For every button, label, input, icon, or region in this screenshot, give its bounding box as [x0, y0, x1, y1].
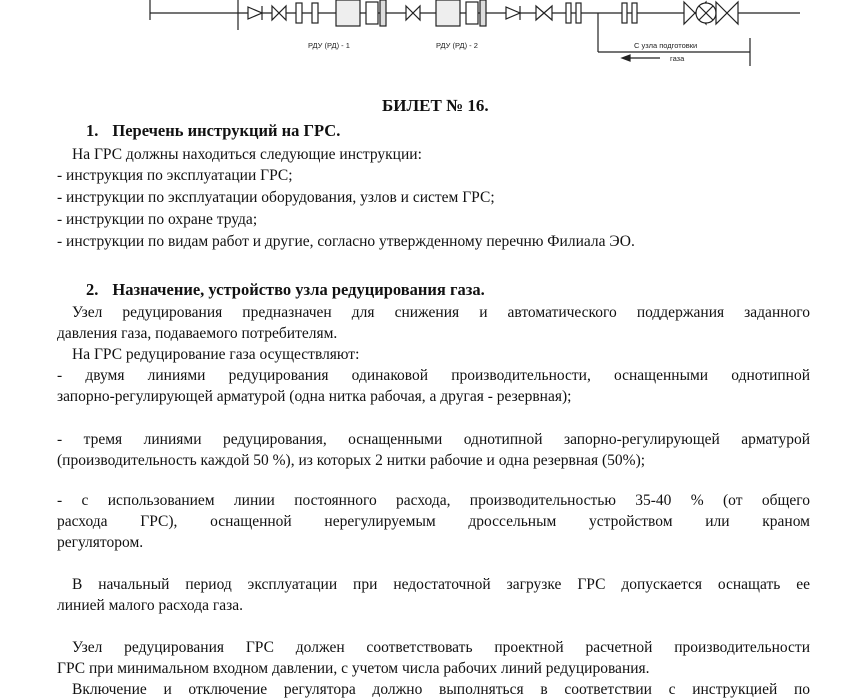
q2-p3-line1: В начальный период эксплуатации при недостаточной загрузке ГРС допускается оснащать ее — [72, 576, 810, 593]
q1-heading-text: Перечень инструкций на ГРС. — [112, 121, 341, 140]
rdu2-label: РДУ (РД) - 2 — [436, 41, 478, 50]
q1-item-3: - инструкции по охране труда; — [57, 211, 258, 228]
q1-item-2: - инструкции по эксплуатации оборудования, узлов и систем ГРС; — [57, 189, 495, 206]
rdu1-label: РДУ (РД) - 1 — [308, 41, 350, 50]
q2-p1-line2: давления газа, подаваемого потребителям. — [57, 325, 338, 342]
q2-p2: На ГРС редуцирование газа осуществляют: — [72, 346, 360, 363]
gas-prep-label-line2: газа — [670, 54, 685, 63]
q2-p3-line2: линией малого расхода газа. — [57, 597, 243, 614]
q1-number: 1. — [86, 121, 99, 140]
regulator-2-icon — [436, 0, 460, 26]
q1-item-1: - инструкция по эксплуатации ГРС; — [57, 167, 293, 184]
q2-heading-text: Назначение, устройство узла редуцирования газа. — [112, 280, 485, 299]
q1-item-4: - инструкции по видам работ и другие, согласно утвержденному перечню Филиала ЭО. — [57, 233, 635, 250]
q2-p5-line1: Включение и отключение регулятора должно выполняться в соответствии с инструкцией по — [72, 681, 810, 698]
flow-arrow-icon — [622, 55, 630, 61]
q2-b3-line1: - с использованием линии постоянного расхода, производительностью 35-40 % (от общего — [57, 492, 810, 509]
q2-b3-line3: регулятором. — [57, 534, 144, 551]
q2-p4-line2: ГРС при минимальном входном давлении, с учетом числа рабочих линий редуцирования. — [57, 660, 650, 677]
q2-p4-line1: Узел редуцирования ГРС должен соответствовать проектной расчетной производительности — [72, 639, 810, 656]
q2-b1-line2: запорно-регулирующей арматурой (одна нитка рабочая, а другая - резервная); — [57, 388, 572, 405]
q2-b1-line1: - двумя линиями редуцирования одинаковой производительности, оснащенными однотипной — [57, 367, 810, 384]
q1-intro: На ГРС должны находиться следующие инструкции: — [72, 146, 422, 163]
q1-heading — [86, 122, 340, 140]
pipeline-scheme — [0, 0, 854, 70]
q2-b2-line2: (производительность каждой 50 %), из которых 2 нитки рабочие и одна резервная (50%); — [57, 452, 646, 469]
regulator-1-icon — [336, 0, 360, 26]
q2-b3-line2: расхода ГРС), оснащенной нерегулируемым дроссельным устройством или краном — [57, 513, 810, 530]
pipeline-diagram — [0, 0, 854, 70]
gas-prep-label-line1: С узла подготовки — [634, 41, 698, 50]
check-valve-icon — [248, 7, 262, 19]
q2-number: 2. — [86, 280, 99, 299]
q2-b2-line1: - тремя линиями редуцирования, оснащенными однотипной запорно-регулирующей арматурой — [57, 431, 810, 448]
q2-heading — [86, 281, 485, 299]
q2-p1-line1: Узел редуцирования предназначен для снижения и автоматического поддержания заданного — [72, 304, 810, 321]
ticket-title: БИЛЕТ № 16. — [382, 96, 489, 115]
gate-valve-icon — [272, 6, 286, 20]
